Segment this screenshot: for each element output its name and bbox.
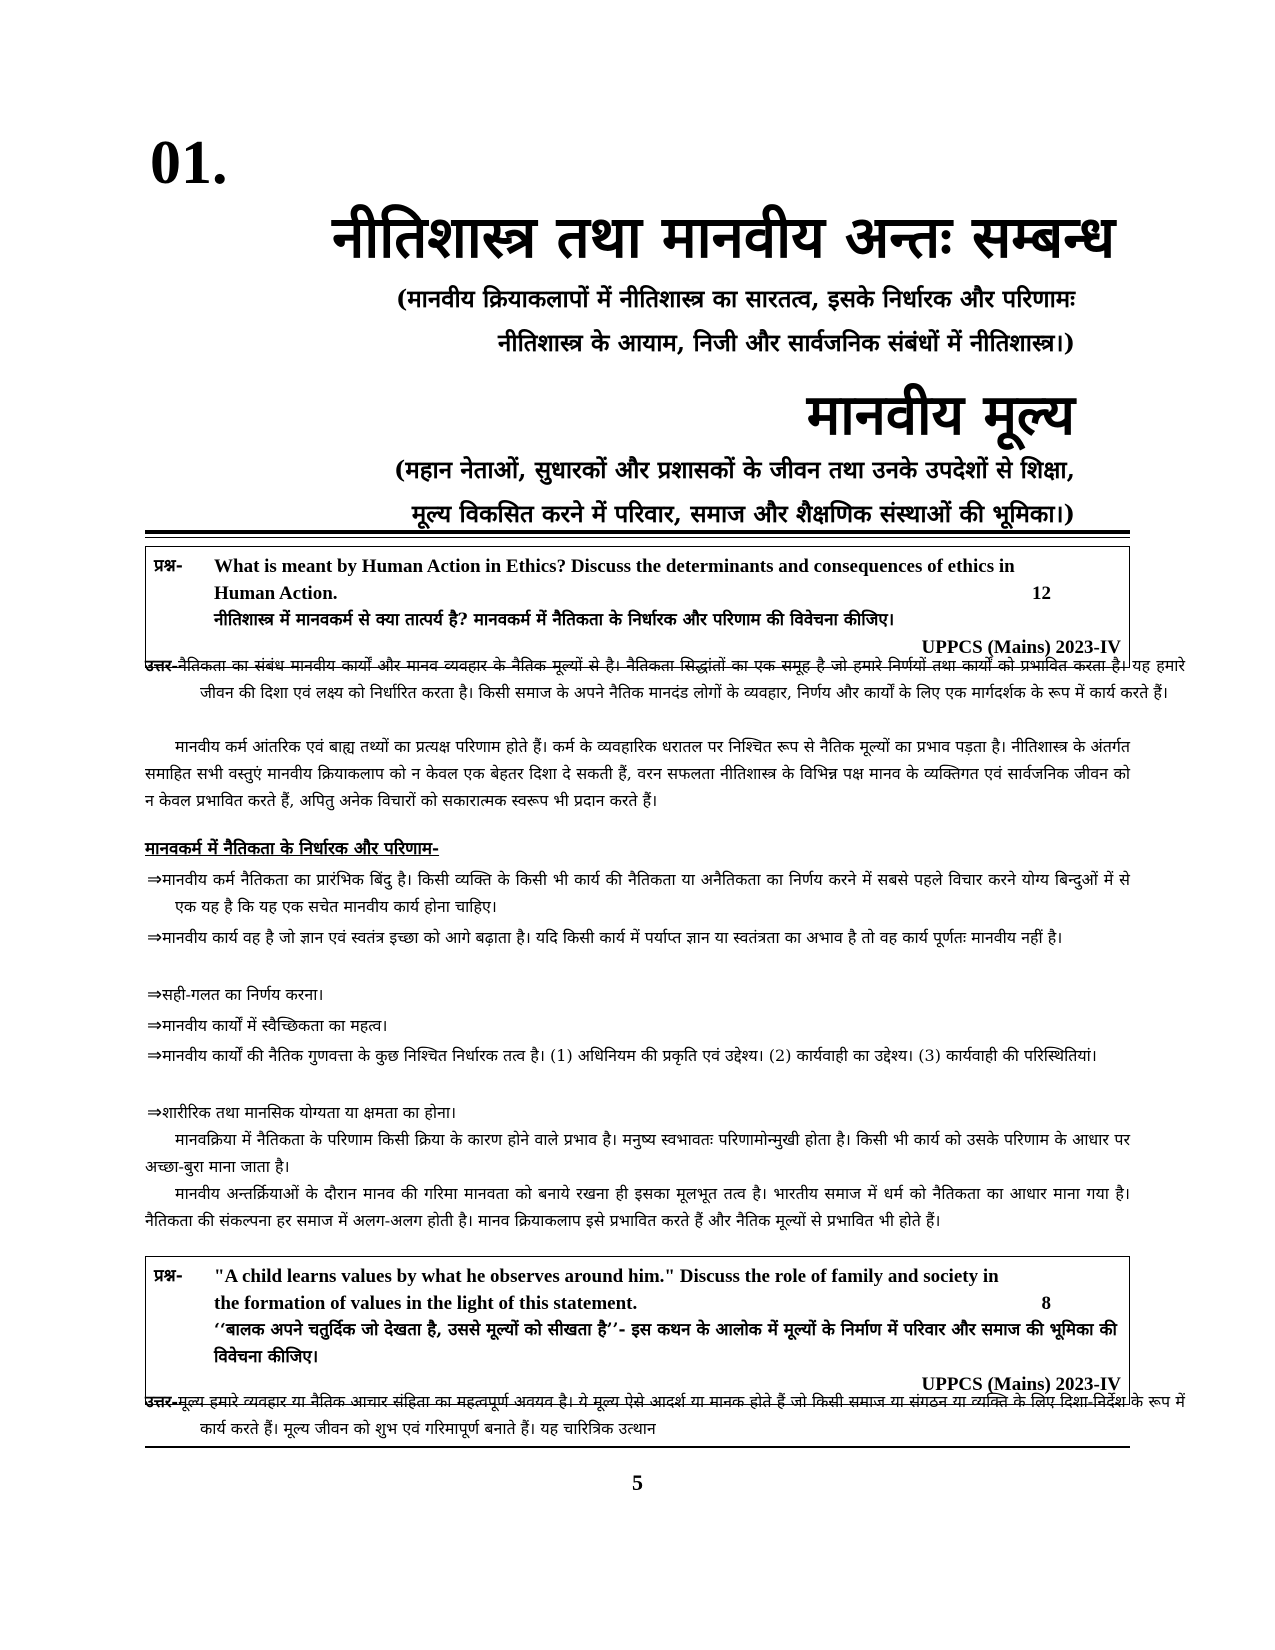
header-divider-thin — [145, 537, 1130, 538]
section-subtitle-line1: (महान नेताओं, सुधारकों और प्रशासकों के जीवन तथा उनके उपदेशों से शिक्षा, — [394, 455, 1075, 484]
section-subtitle-line2: मूल्य विकसित करने में परिवार, समाज और शैक्षणिक संस्थाओं की भूमिका।) — [411, 499, 1075, 528]
list-item: ⇒शारीरिक तथा मानसिक योग्यता या क्षमता का होना। — [147, 1102, 457, 1123]
question-source: UPPCS (Mains) 2023-IV — [921, 1374, 1121, 1395]
arrow-icon: ⇒ — [147, 984, 163, 1005]
list-item: ⇒मानवीय कार्यों में स्वैच्छिकता का महत्व। — [147, 1015, 388, 1036]
answer-label: उत्तर- — [145, 656, 179, 675]
answer-paragraph: मानवीय अन्तर्क्रियाओं के दौरान मानव की गरिमा मानवता को बनाये रखना ही इसका मूलभूत तत्व है। भारतीय समाज में धर्म को नैतिकता का आधार माना गया है। नैतिकता की संकल्पना हर समाज में अलग-अलग होती है। मानव क्रियाकलाप इसे प्रभावित करते हैं और नैतिक मूल्यों से प्रभावित भी होते हैं। — [145, 1184, 1130, 1230]
chapter-subtitle-line2: नीतिशास्त्र के आयाम, निजी और सार्वजनिक संबंधों में नीतिशास्त्र।) — [498, 328, 1075, 357]
chapter-title: नीतिशास्त्र तथा मानवीय अन्तः सम्बन्ध — [332, 203, 1115, 271]
arrow-icon: ⇒ — [147, 1102, 163, 1123]
list-item: ⇒मानवीय कर्म नैतिकता का प्रारंभिक बिंदु है। किसी व्यक्ति के किसी भी कार्य की नैतिकता या अनैतिकता का निर्णय करने में सबसे पहले विचार करने योग्य बिन्दुओं में से एक यह है कि यह एक सचेत मानवीय कार्य होना चाहिए। — [147, 869, 1130, 916]
question-english-line1: "A child learns values by what he observes around him." Discuss the role of family and society in — [214, 1266, 999, 1287]
question-box-2 — [145, 1256, 1130, 1405]
question-marks: 8 — [1041, 1293, 1051, 1314]
chapter-number: 01. — [150, 129, 228, 197]
question-label: प्रश्न- — [154, 556, 183, 576]
list-item: ⇒मानवीय कार्यों की नैतिक गुणवत्ता के कुछ निश्चित निर्धारक तत्व है। (1) अधिनियम की प्रकृति एवं उद्देश्य। (2) कार्यवाही का उद्देश्य। (3) कार्यवाही की परिस्थितियां। — [147, 1045, 1097, 1066]
list-item: ⇒मानवीय कार्य वह है जो ज्ञान एवं स्वतंत्र इच्छा को आगे बढ़ाता है। यदि किसी कार्य में पर्याप्त ज्ञान या स्वतंत्रता का अभाव है तो वह कार्य पूर्णतः मानवीय नहीं है। — [147, 927, 1063, 948]
question-english-line2: Human Action. — [214, 583, 338, 604]
header-divider-thick — [145, 530, 1130, 534]
page-number: 5 — [632, 1470, 643, 1495]
question-source: UPPCS (Mains) 2023-IV — [921, 637, 1121, 658]
question-hindi: नीतिशास्त्र में मानवकर्म से क्या तात्पर्य है? मानवकर्म में नैतिकता के निर्धारक और परिणाम की विवेचना कीजिए। — [214, 610, 895, 630]
arrow-icon: ⇒ — [147, 927, 163, 948]
question-english-line2: the formation of values in the light of this statement. — [214, 1293, 638, 1314]
arrow-icon: ⇒ — [147, 1015, 163, 1036]
chapter-subtitle-line1: (मानवीय क्रियाकलापों में नीतिशास्त्र का सारतत्व, इसके निर्धारक और परिणामः — [395, 284, 1075, 313]
answer-paragraph: मूल्य हमारे व्यवहार या नैतिक आचार संहिता का महत्वपूर्ण अवयव है। ये मूल्य ऐसे आदर्श या मानक होते हैं जो किसी समाज या संगठन या व्यक्ति के लिए दिशा-निर्देश के रूप में कार्य करते हैं। मूल्य जीवन को शुभ एवं गरिमापूर्ण बनाते हैं। यह चारित्रिक उत्थान — [178, 1392, 1185, 1438]
question-box-1 — [145, 546, 1130, 668]
section-heading: मानवकर्म में नैतिकता के निर्धारक और परिणाम- — [145, 839, 440, 859]
arrow-icon: ⇒ — [147, 869, 163, 890]
arrow-icon: ⇒ — [147, 1045, 163, 1066]
answer-2-intro — [145, 1388, 1185, 1442]
answer-paragraph: नैतिकता का संबंध मानवीय कार्यों और मानव व्यवहार के नैतिक मूल्यों से है। नैतिकता सिद्धांतों का एक समूह है जो हमारे निर्णयों तथा कार्यों को प्रभावित करता है। यह हमारे जीवन की दिशा एवं लक्ष्य को निर्धारित करता है। किसी समाज के अपने नैतिक मानदंड लोगों के व्यवहार, निर्णय और कार्यों के लिए एक मार्गदर्शक के रूप में कार्य करते हैं। — [178, 656, 1185, 702]
question-english-line1: What is meant by Human Action in Ethics? Discuss the determinants and consequences of ethics in — [214, 556, 1015, 577]
list-item: ⇒सही-गलत का निर्णय करना। — [147, 984, 324, 1005]
question-label: प्रश्न- — [154, 1266, 183, 1286]
answer-1-intro — [145, 652, 1185, 706]
question-marks: 12 — [1032, 583, 1051, 604]
footer-divider — [145, 1446, 1130, 1448]
section-title: मानवीय मूल्य — [806, 382, 1075, 448]
answer-label: उत्तर- — [145, 1392, 179, 1411]
answer-paragraph: मानवक्रिया में नैतिकता के परिणाम किसी क्रिया के कारण होने वाले प्रभाव है। मनुष्य स्वभावतः परिणामोन्मुखी होता है। किसी भी कार्य को उसके परिणाम के आधार पर अच्छा-बुरा माना जाता है। — [145, 1130, 1130, 1176]
answer-paragraph: मानवीय कर्म आंतरिक एवं बाह्य तथ्यों का प्रत्यक्ष परिणाम होते हैं। कर्म के व्यवहारिक धरातल पर निश्चित रूप से नैतिक मूल्यों का प्रभाव पड़ता है। नीतिशास्त्र के अंतर्गत समाहित सभी वस्तुएं मानवीय क्रियाकलाप को न केवल एक बेहतर दिशा दे सकती हैं, वरन सफलता नीतिशास्त्र के विभिन्न पक्ष मानव के व्यक्तिगत एवं सार्वजनिक जीवन को न केवल प्रभावित करते हैं, अपितु अनेक विचारों को सकारात्मक स्वरूप भी प्रदान करते हैं। — [145, 737, 1130, 810]
question-hindi: ‘‘बालक अपने चतुर्दिक जो देखता है, उससे मूल्यों को सीखता है’’- इस कथन के आलोक में मूल्यों के निर्माण में परिवार और समाज की भूमिका की विवेचना कीजिए। — [214, 1320, 1117, 1367]
